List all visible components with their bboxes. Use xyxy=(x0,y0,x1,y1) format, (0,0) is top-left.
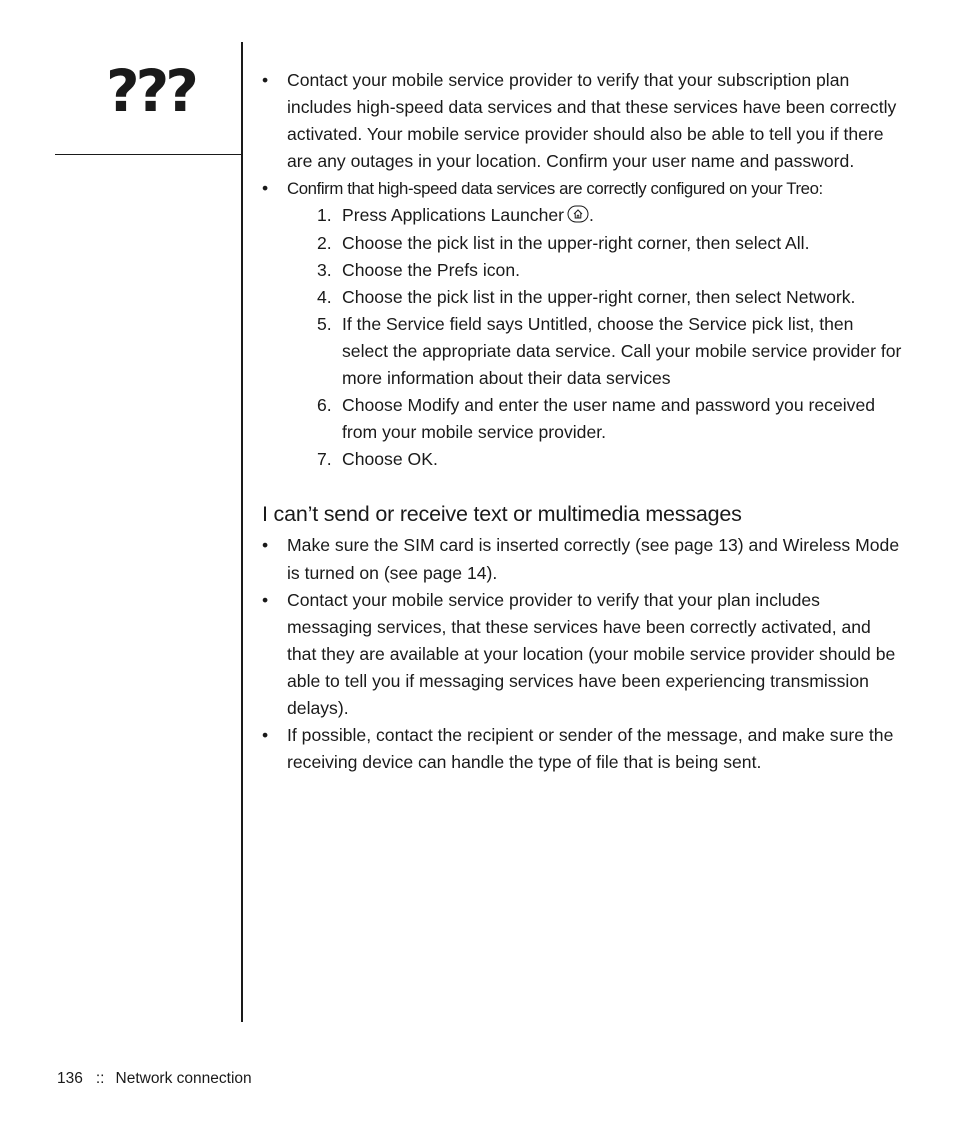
step-item xyxy=(287,257,902,284)
step-number: 4. xyxy=(317,286,332,307)
list-item xyxy=(262,175,902,473)
step-text: Choose Modify and enter the user name and password you received from your mobile service provider. xyxy=(342,395,876,443)
troubleshooting-marker: ??? xyxy=(106,57,195,125)
step-text: Choose the pick list in the upper-right corner, then select Network. xyxy=(342,286,856,307)
bullet-list-messaging xyxy=(262,532,902,776)
chapter-title: Network connection xyxy=(115,1070,252,1087)
page-content xyxy=(262,67,902,776)
step-text: Choose OK. xyxy=(342,449,438,470)
page-footer xyxy=(57,1069,252,1089)
step-item xyxy=(287,202,902,229)
list-item xyxy=(262,532,902,586)
bullet-list-data-services xyxy=(262,67,902,473)
list-item xyxy=(262,67,902,175)
step-number: 1. xyxy=(317,205,332,226)
applications-launcher-icon xyxy=(567,205,589,223)
step-text: If the Service field says Untitled, choose the Service pick list, then select the appropriate data service. Call your mobile service provider for more information about their data services xyxy=(342,313,902,389)
step-item xyxy=(287,230,902,257)
marker-divider xyxy=(55,154,243,155)
section-heading: I can’t send or receive text or multimedia messages xyxy=(262,502,742,527)
step-text: Press Applications Launcher xyxy=(342,205,565,226)
bullet-text: Make sure the SIM card is inserted correctly (see page 13) and Wireless Mode is turned on (see page 14). xyxy=(287,535,900,583)
numbered-steps xyxy=(287,202,902,473)
step-number: 6. xyxy=(317,395,332,416)
step-number: 5. xyxy=(317,313,332,334)
step-number: 7. xyxy=(317,449,332,470)
step-suffix: . xyxy=(589,205,594,226)
step-text: Choose the pick list in the upper-right corner, then select All. xyxy=(342,232,810,253)
step-number: 3. xyxy=(317,259,332,280)
step-number: 2. xyxy=(317,232,332,253)
footer-separator: :: xyxy=(95,1070,105,1087)
list-item xyxy=(262,587,902,722)
step-item xyxy=(287,284,902,311)
step-text: Choose the Prefs icon. xyxy=(342,259,520,280)
step-item xyxy=(287,311,902,392)
bullet-text: Contact your mobile service provider to verify that your subscription plan includes high-speed data services and that these services have been correctly activated. Your mobile service provider should also be able to tell you if there are any outages in your location. Confirm your user name and password. xyxy=(287,70,897,172)
bullet-text: If possible, contact the recipient or sender of the message, and make sure the receiving device can handle the type of file that is being sent. xyxy=(287,725,894,773)
step-item xyxy=(287,392,902,446)
bullet-text: Confirm that high-speed data services are correctly configured on your Treo: xyxy=(287,179,823,199)
step-item xyxy=(287,446,902,473)
list-item xyxy=(262,722,902,776)
bullet-text: Contact your mobile service provider to verify that your plan includes messaging services, that these services have been correctly activated, and that they are available at your location (your mobile service provider should be able to tell you if messaging services have been experiencing transmission delays). xyxy=(287,589,896,718)
page-number: 136 xyxy=(57,1070,83,1087)
margin-rule xyxy=(241,42,243,1022)
